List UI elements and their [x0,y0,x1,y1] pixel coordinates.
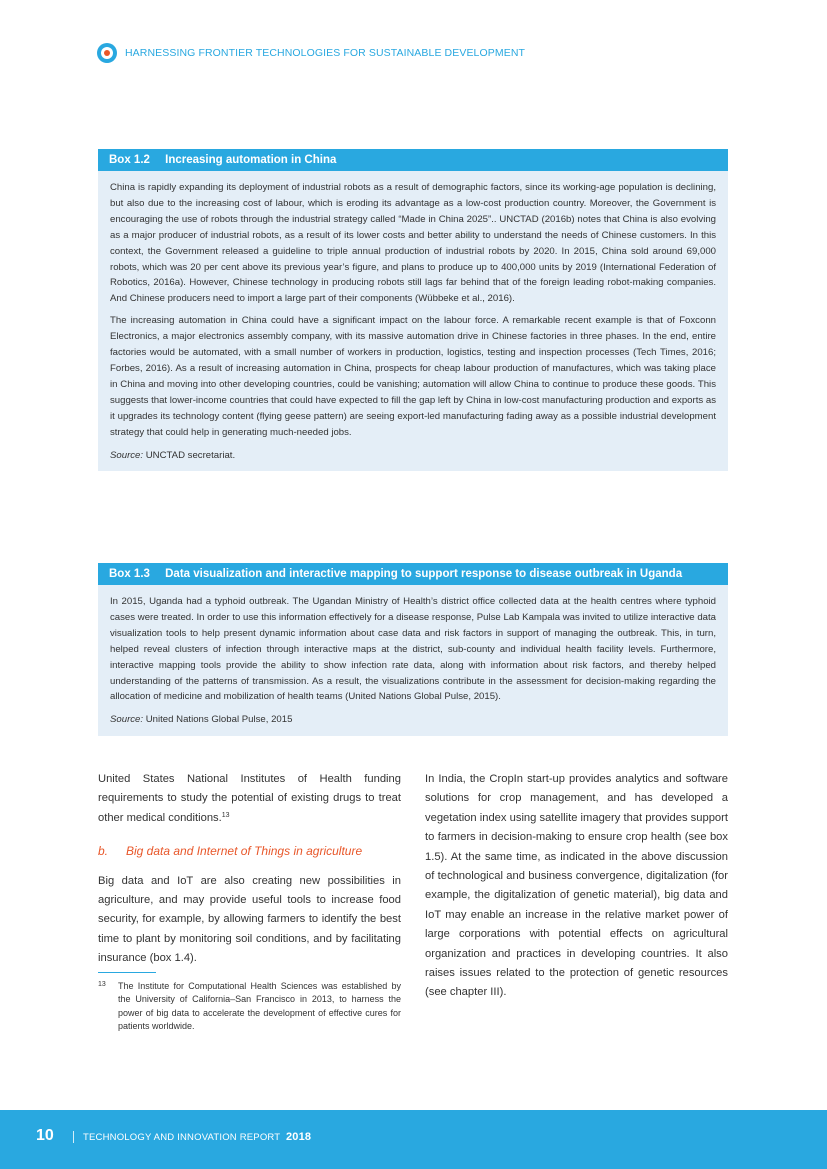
subheading-text: Big data and Internet of Things in agriculture [126,844,363,859]
footer-separator [73,1131,74,1143]
left-paragraph-2: Big data and IoT are also creating new possibilities in agriculture, and may provide useful tools to increase food security, for example, by allowing farmers to identify the best time to plant by monitoring soil conditions, and by facilitating insurance (box 1.4). [98,874,401,965]
box-1-2-paragraph-2: The increasing automation in China could have a significant impact on the labour force. A remarkable recent example is that of Foxconn Electronics, a major electronics assembly company, with its massive automation drive in Chinese factories in three phases. In the end, entire factories would be automated, with a small number of workers in production, logistics, testing and inspection processes (Tech Times, 2016; Forbes, 2016). As a result of increasing automation in China, prospects for cheap labour production of manufactures, which was taking place in China and moving into other developing countries, could be vanishing; automation will allow China to continue to produce these goods. This suggests that lower-income countries that could have expected to fill the gap left by China in low-cost manufacturing production and exports as it upgrades its technology content (flying geese pattern) are seeing export-led manufacturing fading away as a possible industrial development strategy that could help in generating much-needed jobs. [110,315,716,438]
left-column [98,770,401,1034]
box-1-2-number: Box 1.2 [109,154,150,166]
right-column [425,770,728,1003]
box-1-3-paragraph-1: In 2015, Uganda had a typhoid outbreak. The Ugandan Ministry of Health’s district office collected data at the health centres where typhoid cases were treated. In order to use this information effectively for a disease response, Pulse Lab Kampala was invited to utilize interactive data visualization tools to help present dynamic information about case data and risk factors in support of managing the outbreak. This, in turn, helped reveal clusters of infection through interactive maps at the district, sub-county and individual health facility levels. Furthermore, interactive mapping tools provide the ability to show infection rate data, along with information about risk factors, and thereby helped understanding of the patterns of transmission. As a result, the visualizations contribute in the assessment for decision-making regarding the allocation of medicine and mobilization of health teams (United Nations Global Pulse, 2015). [110,596,716,703]
footer-report-title [83,1131,311,1143]
page-footer [0,1110,827,1169]
box-1-2-title-bar [98,149,728,171]
source-label: Source: [110,714,144,726]
running-header [97,42,525,64]
box-1-3-source [110,712,716,728]
report-year: 2018 [285,1131,312,1143]
box-1-3-number: Box 1.3 [109,568,150,580]
footnote-ref-13[interactable]: 13 [221,811,230,819]
subheading-letter: b. [98,844,109,859]
box-1-2-body [98,171,728,471]
source-label: Source: [110,449,144,461]
footnote-13 [98,980,401,1034]
box-1-2 [98,149,728,471]
subheading-b [98,842,401,861]
box-1-3-title: Data visualization and interactive mapping to support response to disease outbreak in Uganda [165,568,683,580]
source-text: United Nations Global Pulse, 2015 [145,714,293,726]
box-1-3 [98,563,728,736]
footnote-divider [98,972,156,973]
box-1-3-body [98,585,728,736]
right-paragraph-1: In India, the CropIn start-up provides analytics and software solutions for crop management, and has developed a vegetation index using satellite imagery that provides support to farmers in decision-making to ensure crop health (see box 1.5). At the same time, as indicated in the above discussion of technological and business convergence, digitalization (for example, the digitalization of genetic material), big data and IoT may enable an increase in the relative market power of large corporations with potential effects on agricultural organization and practices in developing countries. It also raises issues related to the protection of genetic resources (see chapter III). [425,773,728,999]
footnote-text: The Institute for Computational Health Sciences was established by the University of California–San Francisco in 2013, to harness the power of big data to accelerate the development of effective cures for patients worldwide. [118,980,401,1032]
report-logo-icon [97,43,117,63]
box-1-2-title: Increasing automation in China [165,154,337,166]
left-paragraph-1 [98,770,401,828]
running-header-title: HARNESSING FRONTIER TECHNOLOGIES FOR SUSTAINABLE DEVELOPMENT [125,47,526,59]
box-1-3-title-bar [98,563,728,585]
page-number: 10 [36,1127,54,1144]
box-1-2-paragraph-1: China is rapidly expanding its deployment of industrial robots as a result of demographic factors, since its working-age population is declining, but also due to the increasing cost of labour, which is eroding its advantage as a low-cost production country. Moreover, the Government is encouraging the use of robots through the industrial strategy called “Made in China 2025”.. UNCTAD (2016b) notes that China is also evolving as a major producer of industrial robots, as a result of its lower costs and better ability to understand the needs of Chinese customers. In this context, the Government released a guideline to triple annual production of industrial robots by 2020. In 2015, China sold around 69,000 robots, which was 20 per cent above its previous year’s figure, and plans to produce up to 400,000 units by 2019 (International Federation of Robotics, 2016a). However, Chinese technology in producing robots still lags far behind that of the foreign leading robot-making companies. And Chinese producers need to import a large part of their components (Wübbeke et al., 2016). [110,182,716,305]
box-1-2-source [110,448,716,464]
source-text: UNCTAD secretariat. [145,449,236,461]
left-paragraph-1-text: United States National Institutes of Health funding requirements to study the potential of existing drugs to treat other medical conditions. [98,773,401,824]
report-name: TECHNOLOGY AND INNOVATION REPORT [83,1132,281,1143]
footnote-number: 13 [98,980,106,988]
